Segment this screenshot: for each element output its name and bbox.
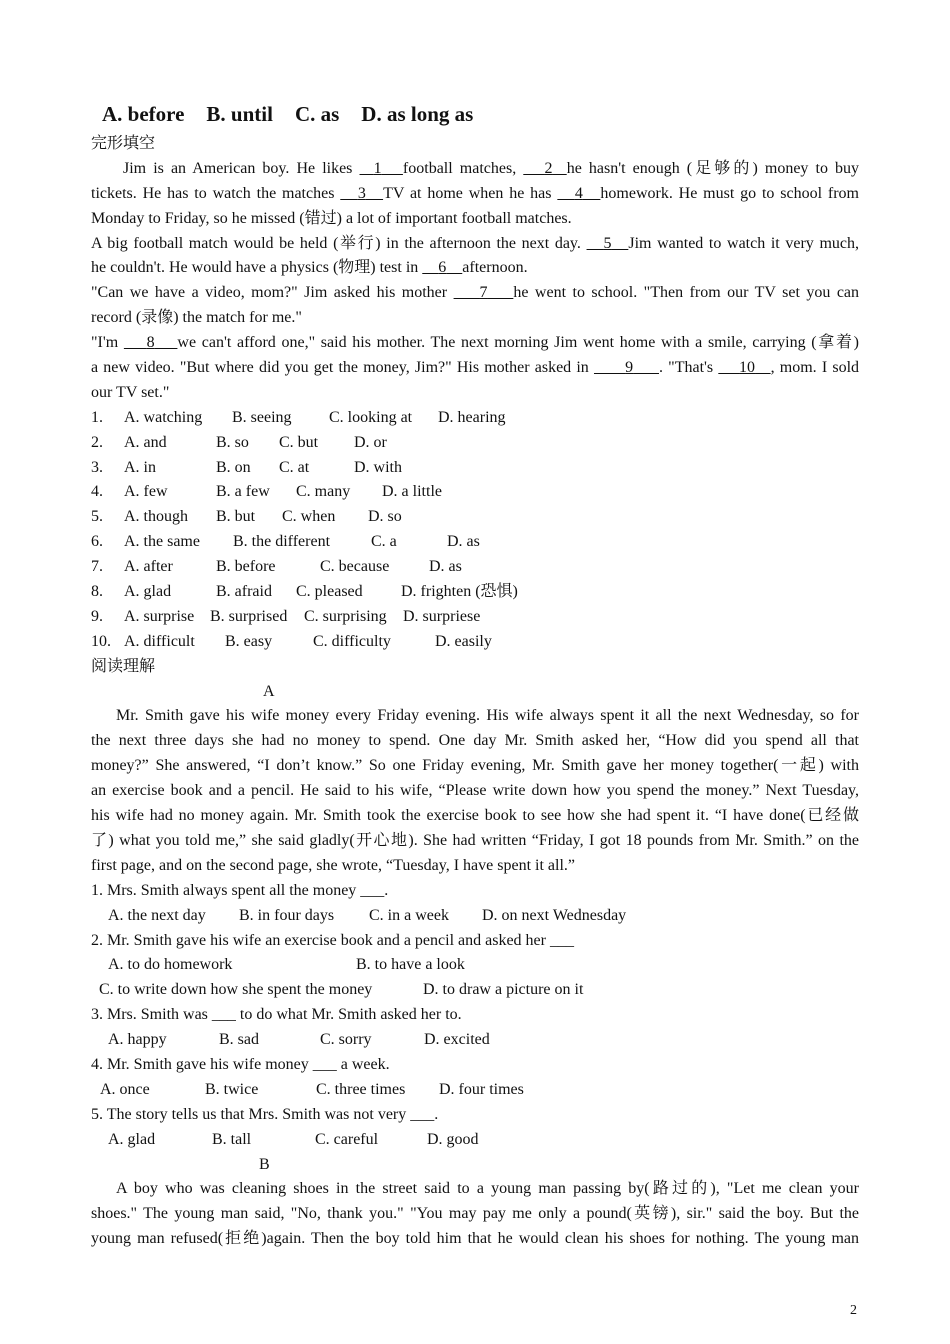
cloze-line: "Can we have a video, mom?" Jim asked his mother 7 he went to school. "Then from our TV set you can [91,284,860,302]
cloze-question: 9. A. surprise B. surprised C. surprising D. surpriese [91,607,481,625]
passage-b-line: shoes." The young man said, "No, thank you." "You may pay me only a pound(英镑), sir." said the boy. But the [91,1205,859,1223]
cloze-line: he couldn't. He would have a physics (物理) test in 6 afternoon. [91,259,528,277]
cloze-line: a new video. "But where did you get the money, Jim?" His mother asked in 9 . "That's 10 , mom. I sold [91,359,860,377]
question-options: A. the next day B. in four days C. in a week D. on next Wednesday [108,906,627,924]
cloze-question: 6. A. the same B. the different C. a D. as [91,533,480,551]
cloze-line: "I'm 8 we can't afford one," said his mother. The next morning Jim went home with a smile, carrying (拿着) [91,334,860,352]
cloze-heading: 完形填空 [91,135,156,152]
page-number: 2 [850,1303,857,1318]
cloze-question: 2. A. and B. so C. but D. or [91,433,387,451]
passage-a-line: an exercise book and a pencil. He said to his wife, “Please write down how you spend the money.” Next Tuesday, [91,782,859,800]
question-options: A. glad B. tall C. careful D. good [108,1130,479,1148]
cloze-question: 10. A. difficult B. easy C. difficulty D. easily [91,632,492,650]
question-stem: 2. Mr. Smith gave his wife an exercise book and a pencil and asked her ___ [91,931,574,949]
question-stem: 5. The story tells us that Mrs. Smith was not very ___. [91,1105,439,1123]
cloze-question: 4. A. few B. a few C. many D. a little [91,483,442,501]
passage-a-line: 了) what you told me,” she said gladly(开心地). She had written “Friday, I got 18 pounds from Mr. Smith.” on the [91,831,859,849]
cloze-line: Jim is an American boy. He likes 1 football matches, 2 he hasn't enough (足够的) money to buy [123,159,860,177]
top-option: B. until [206,102,273,126]
passage-a-line: the next three days she had no money to spend. One day Mr. Smith asked her, “How did you spend all that [91,732,859,750]
passage-a-label: A [263,682,275,700]
passage-b-line: young man refused(拒绝)again. Then the boy told him that he would clean his shoes for nothing. The young man [91,1230,859,1248]
question-options: A. to do homework B. to have a look [108,956,465,974]
question-options: A. once B. twice C. three times D. four times [100,1080,524,1098]
top-option: C. as [294,102,340,126]
question-options: A. happy B. sad C. sorry D. excited [108,1031,490,1049]
top-options [102,96,859,132]
worksheet-page [91,96,859,1252]
reading-heading: 阅读理解 [91,657,156,675]
passage-b-line: A boy who was cleaning shoes in the street said to a young man passing by(路过的), "Let me clean your [116,1180,859,1198]
cloze-question: 7. A. after B. before C. because D. as [91,558,462,576]
cloze-question: 8. A. glad B. afraid C. pleased D. frighten (恐惧) [91,583,518,601]
top-option: A. before [102,102,185,126]
cloze-line: A big football match would be held (举行) in the afternoon the next day. 5 Jim wanted to watch it very much, [91,234,859,252]
cloze-question: 5. A. though B. but C. when D. so [91,508,402,526]
passage-a-line: money?” She answered, “I don’t know.” So one Friday evening, Mr. Smith gave her money together(一起) with [91,757,859,775]
top-option: D. as long as [361,102,474,126]
cloze-line: Monday to Friday, so he missed (错过) a lot of important football matches. [91,209,572,227]
cloze-line: tickets. He has to watch the matches 3 TV at home when he has 4 homework. He must go to school from [91,184,859,202]
cloze-line: record (录像) the match for me." [91,309,302,327]
cloze-line: our TV set." [91,383,170,401]
question-options: C. to write down how she spent the money D. to draw a picture on it [99,981,584,999]
question-stem: 4. Mr. Smith gave his wife money ___ a week. [91,1055,390,1073]
cloze-question: 1. A. watching B. seeing C. looking at D. hearing [91,408,506,426]
passage-a-line: first page, and on the second page, she wrote, “Tuesday, I have spent it all.” [91,856,576,874]
passage-a-line: his wife had no money again. Mr. Smith took the exercise book to see how she had spent it. “I have done(已经做 [91,807,859,825]
passage-a-line: Mr. Smith gave his wife money every Friday evening. His wife always spent it all the next Wednesday, so for [116,707,859,725]
passage-b-label: B [259,1155,270,1173]
question-stem: 3. Mrs. Smith was ___ to do what Mr. Smith asked her to. [91,1006,462,1024]
cloze-question: 3. A. in B. on C. at D. with [91,458,402,476]
question-stem: 1. Mrs. Smith always spent all the money ___. [91,881,389,899]
